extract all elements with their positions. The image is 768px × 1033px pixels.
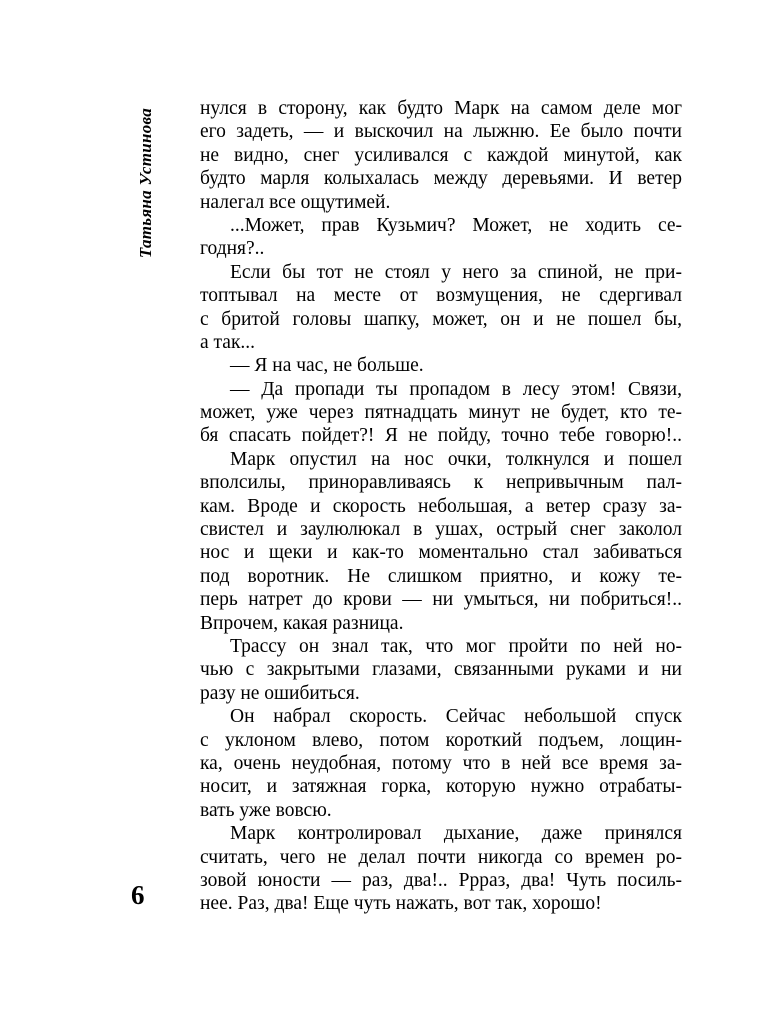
text-line: может, уже через пятнадцать минут не будет, кто те- (200, 402, 682, 424)
text-line: нос и щеки и как-то моментально стал забиваться (200, 542, 682, 564)
text-line: Впрочем, какая разница. (200, 612, 404, 634)
text-line: Если бы тот не стоял у него за спиной, не при- (230, 261, 682, 283)
text-line: с уклоном влево, потом короткий подъем, лощин- (200, 729, 682, 751)
author-vertical-margin (127, 102, 165, 264)
text-line: зовой юности — раз, два!.. Ррраз, два! Чуть посиль- (200, 869, 682, 891)
text-line: кам. Вроде и скорость небольшая, а ветер сразу за- (200, 495, 682, 517)
text-line: а так... (200, 331, 256, 353)
text-line: его задеть, — и выскочил на лыжню. Ее было почти (200, 121, 682, 143)
text-line: ...Может, прав Кузьмич? Может, не ходить се- (230, 214, 682, 236)
text-line: перь натрет до крови — ни умыться, ни побриться!.. (200, 589, 682, 611)
text-line: налегал все ощутимей. (200, 191, 391, 213)
text-line: Марк опустил на нос очки, толкнулся и пошел (230, 448, 682, 470)
text-line: Марк контролировал дыхание, даже принялся (230, 823, 682, 845)
text-line: свистел и заулюлюкал в ушах, острый снег заколол (200, 519, 682, 541)
text-line: вполсилы, приноравливаясь к непривычным пал- (200, 472, 682, 494)
text-line: вать уже вовсю. (200, 799, 332, 821)
text-line: чью с закрытыми глазами, связанными руками и ни (200, 659, 682, 681)
text-line: под воротник. Не слишком приятно, и кожу те- (200, 565, 682, 587)
text-line: топтывал на месте от возмущения, не сдергивал (200, 285, 682, 307)
text-line: носит, и затяжная горка, которую нужно отрабаты- (200, 776, 682, 798)
text-line: считать, чего не делал почти никогда со времен ро- (200, 846, 682, 868)
text-line: нее. Раз, два! Еще чуть нажать, вот так, хорошо! (200, 893, 602, 915)
text-line: с бритой головы шапку, может, он и не пошел бы, (200, 308, 682, 330)
text-line: — Я на час, не больше. (230, 355, 424, 377)
text-line: годня?.. (200, 238, 265, 260)
text-line: Трассу он знал так, что мог пройти по ней но- (230, 635, 682, 657)
page-number: 6 (131, 880, 145, 910)
text-line: бя спасать пойдет?! Я не пойду, точно тебе говорю!.. (200, 425, 682, 447)
body-text-block (200, 97, 682, 916)
text-line: — Да пропади ты пропадом в лесу этом! Связи, (230, 378, 682, 400)
text-line: Он набрал скорость. Сейчас небольшой спуск (230, 706, 682, 728)
text-line: нулся в сторону, как будто Марк на самом деле мог (200, 98, 682, 119)
text-line: не видно, снег усиливался с каждой минутой, как (200, 144, 682, 166)
text-line: ка, очень неудобная, потому что в ней все время за- (200, 752, 682, 774)
text-line: будто марля колыхалась между деревьями. И ветер (200, 168, 682, 190)
author-name-label: Татьяна Устинова (136, 107, 155, 259)
text-line: разу не ошибиться. (200, 682, 360, 704)
